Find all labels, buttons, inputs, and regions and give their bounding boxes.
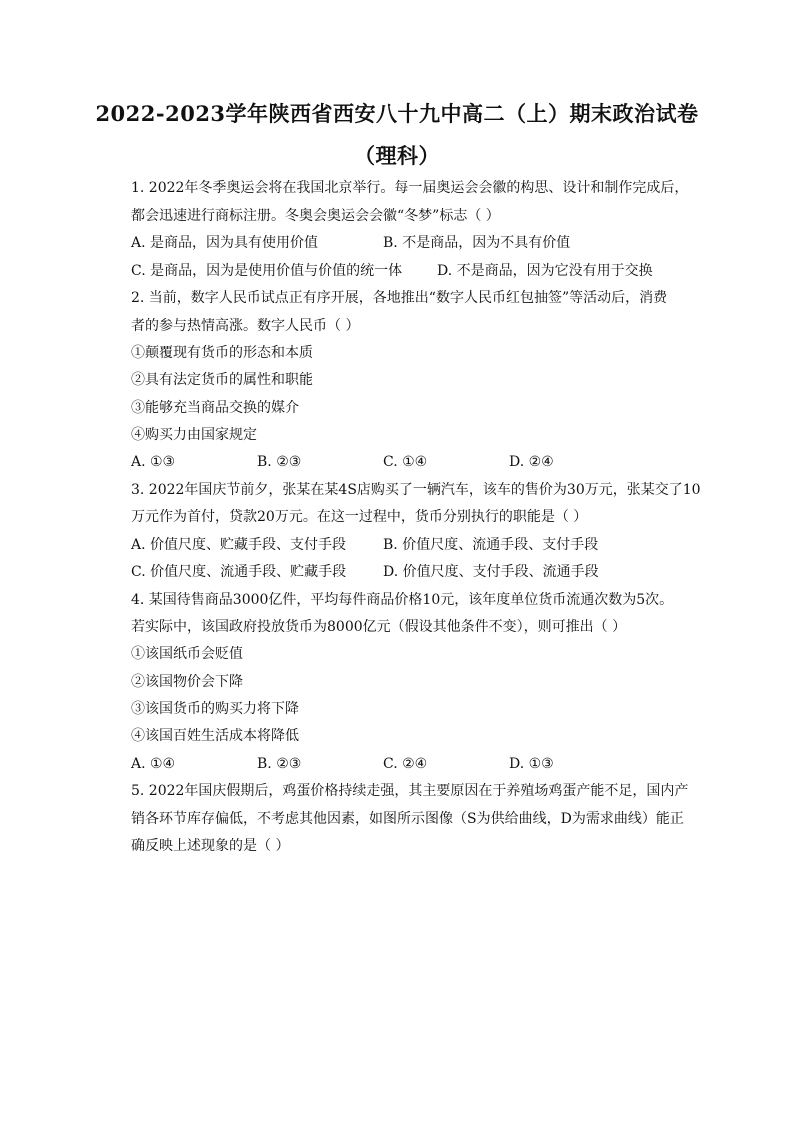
q4-statement-1: ①该国纸币会贬值 [131,646,243,662]
q4-statement-3: ③该国货币的购买力将下降 [131,701,299,717]
q1-stem-line2: 都会迅速进行商标注册。冬奥会奥运会会徽“冬梦”标志（ ） [131,208,500,224]
q1-option-d: D. 不是商品，因为它没有用于交换 [437,263,653,279]
q2-statement-1: ①颠覆现有货币的形态和本质 [131,345,313,361]
q3-option-d: D. 价值尺度、支付手段、流通手段 [383,564,599,580]
q2-option-b: B. ②③ [257,454,302,470]
exam-subtitle: （理科） [354,143,440,168]
q2-option-d: D. ②④ [509,454,554,470]
q4-option-a: A. ①④ [131,756,176,772]
q3-stem-line2: 万元作为首付，贷款20万元。在这一过程中，货币分别执行的职能是（ ） [131,509,588,525]
q5-stem-line2: 销各环节库存偏低，不考虑其他因素，如图所示图像（S为供给曲线，D为需求曲线）能正 [131,811,684,827]
q4-statement-2: ②该国物价会下降 [131,674,243,690]
q5-stem-line1: 5. 2022年国庆假期后，鸡蛋价格持续走强，其主要原因在于养殖场鸡蛋产能不足，国内产 [131,783,689,799]
q2-statement-3: ③能够充当商品交换的媒介 [131,400,299,416]
q4-option-c: C. ②④ [383,756,428,772]
q3-stem-line1: 3. 2022年国庆节前夕，张某在某4S店购买了一辆汽车，该车的售价为30万元，张某交了10 [131,482,701,498]
q2-statement-4: ④购买力由国家规定 [131,427,257,443]
q4-option-d: D. ①③ [509,756,554,772]
q4-stem-line1: 4. 某国待售商品3000亿件，平均每件商品价格10元，该年度单位货币流通次数为5次。 [131,592,674,608]
q2-option-c: C. ①④ [383,454,428,470]
q1-option-c: C. 是商品，因为是使用价值与价值的统一体 [131,263,403,279]
q3-option-b: B. 价值尺度、流通手段、支付手段 [383,537,599,553]
exam-title: 2022-2023学年陕西省西安八十九中高二（上）期末政治试卷 [95,101,699,126]
q4-statement-4: ④该国百姓生活成本将降低 [131,728,299,744]
q1-stem-line1: 1. 2022年冬季奥运会将在我国北京举行。每一届奥运会会徽的构思、设计和制作完成后， [131,180,689,196]
q5-stem-line3: 确反映上述现象的是（ ） [131,838,290,854]
q2-option-a: A. ①③ [131,454,176,470]
q4-stem-line2: 若实际中，该国政府投放货币为8000亿元（假设其他条件不变），则可推出（ ） [131,619,627,635]
q3-option-c: C. 价值尺度、流通手段、贮藏手段 [131,564,347,580]
q4-option-b: B. ②③ [257,756,302,772]
q2-statement-2: ②具有法定货币的属性和职能 [131,372,313,388]
q2-stem-line2: 者的参与热情高涨。数字人民币（ ） [131,318,360,334]
q3-option-a: A. 价值尺度、贮藏手段、支付手段 [131,537,347,553]
q1-option-a: A. 是商品，因为具有使用价值 [131,235,319,251]
q2-stem-line1: 2. 当前，数字人民币试点正有序开展，各地推出“数字人民币红包抽签”等活动后，消费 [131,290,668,306]
q1-option-b: B. 不是商品，因为不具有价值 [383,235,571,251]
